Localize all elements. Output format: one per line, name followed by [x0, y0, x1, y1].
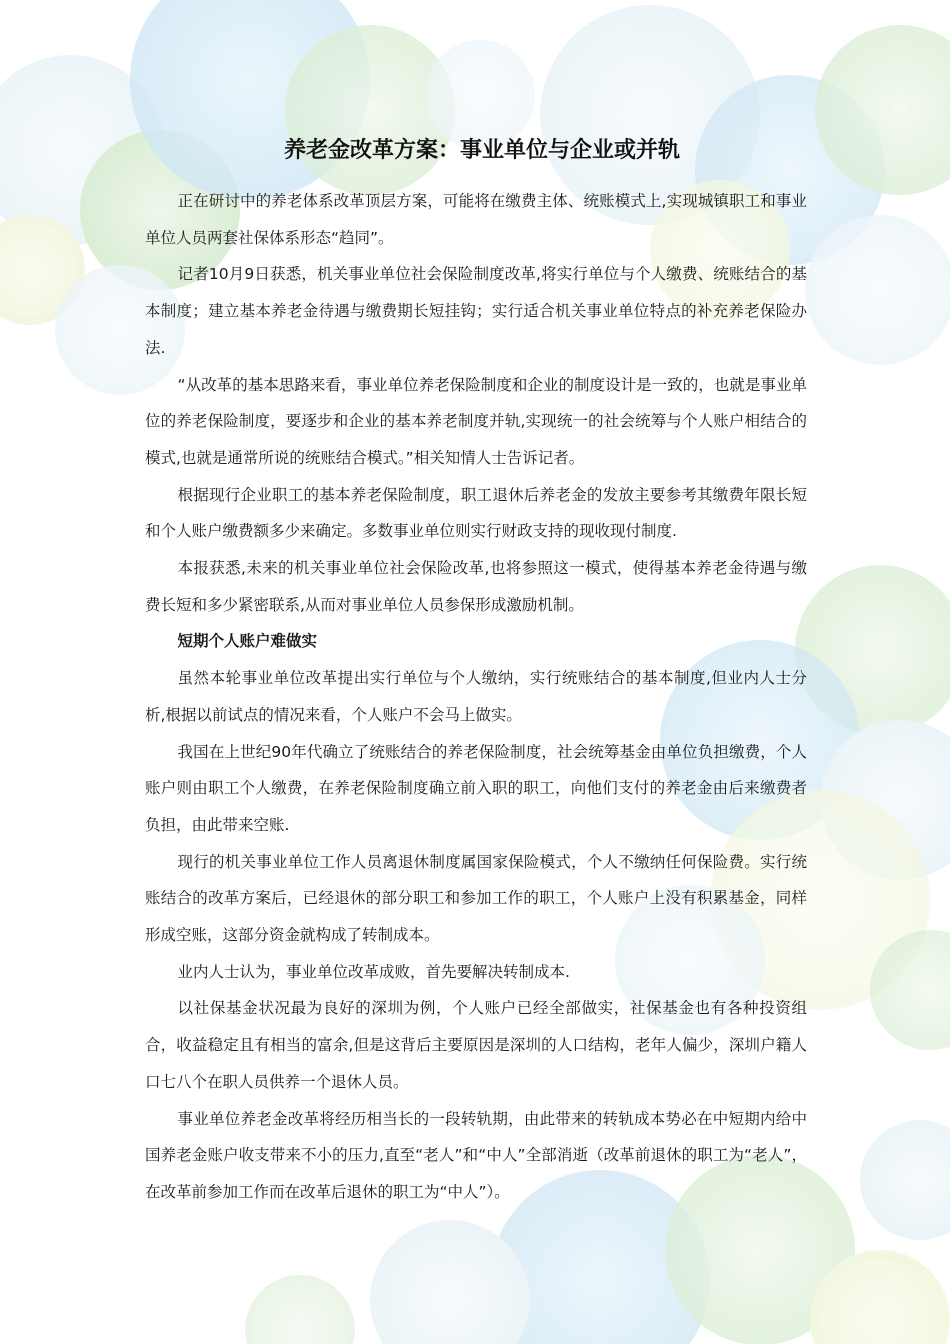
paragraph: 本报获悉,未来的机关事业单位社会保险改革,也将参照这一模式，使得基本养老金待遇与缴费长短和多少紧密联系,从而对事业单位人员参保形成激励机制。: [145, 559, 807, 614]
paragraph: 现行的机关事业单位工作人员离退休制度属国家保险模式，个人不缴纳任何保险费。实行统账结合的改革方案后，已经退休的部分职工和参加工作的职工，个人账户上没有积累基金，同样形成空账，这部分资金就构成了转制成本。: [145, 852, 807, 945]
paragraph: “从改革的基本思路来看，事业单位养老保险制度和企业的制度设计是一致的，也就是事业单位的养老保险制度，要逐步和企业的基本养老制度并轨,实现统一的社会统筹与个人账户相结合的模式,也就是通常所说的统账结合模式。”相关知情人士告诉记者。: [145, 375, 807, 467]
article: [145, 130, 807, 1211]
paragraph: 虽然本轮事业单位改革提出实行单位与个人缴纳，实行统账结合的基本制度,但业内人士分析,根据以前试点的情况来看，个人账户不会马上做实。: [145, 669, 807, 724]
paragraph: 正在研讨中的养老体系改革顶层方案，可能将在缴费主体、统账模式上,实现城镇职工和事业单位人员两套社保体系形态“趋同”。: [145, 192, 807, 247]
paragraph: 根据现行企业职工的基本养老保险制度，职工退休后养老金的发放主要参考其缴费年限长短和个人账户缴费额多少来确定。多数事业单位则实行财政支持的现收现付制度.: [145, 485, 807, 541]
paragraph: 以社保基金状况最为良好的深圳为例，个人账户已经全部做实，社保基金也有各种投资组合，收益稳定且有相当的富余,但是这背后主要原因是深圳的人口结构，老年人偏少，深圳户籍人口七八个在职人员供养一个退休人员。: [145, 999, 807, 1091]
section-subheading: 短期个人账户难做实: [177, 632, 318, 651]
paragraph: 我国在上世纪90年代确立了统账结合的养老保险制度，社会统筹基金由单位负担缴费，个人账户则由职工个人缴费，在养老保险制度确立前入职的职工，向他们支付的养老金由后来缴费者负担，由此带来空账.: [145, 742, 807, 834]
article-title: 养老金改革方案：事业单位与企业或并轨: [283, 138, 680, 163]
paragraph: 业内人士认为，事业单位改革成败，首先要解决转制成本.: [177, 962, 570, 981]
paragraph: 记者10月9日获悉，机关事业单位社会保险制度改革,将实行单位与个人缴费、统账结合的基本制度；建立基本养老金待遇与缴费期长短挂钩；实行适合机关事业单位特点的补充养老保险办法.: [145, 265, 807, 357]
paragraph: 事业单位养老金改革将经历相当长的一段转轨期，由此带来的转轨成本势必在中短期内给中国养老金账户收支带来不小的压力,直至“老人”和“中人”全部消逝（改革前退休的职工为“老人”，在改革前参加工作而在改革后退休的职工为“中人”）。: [145, 1109, 807, 1201]
